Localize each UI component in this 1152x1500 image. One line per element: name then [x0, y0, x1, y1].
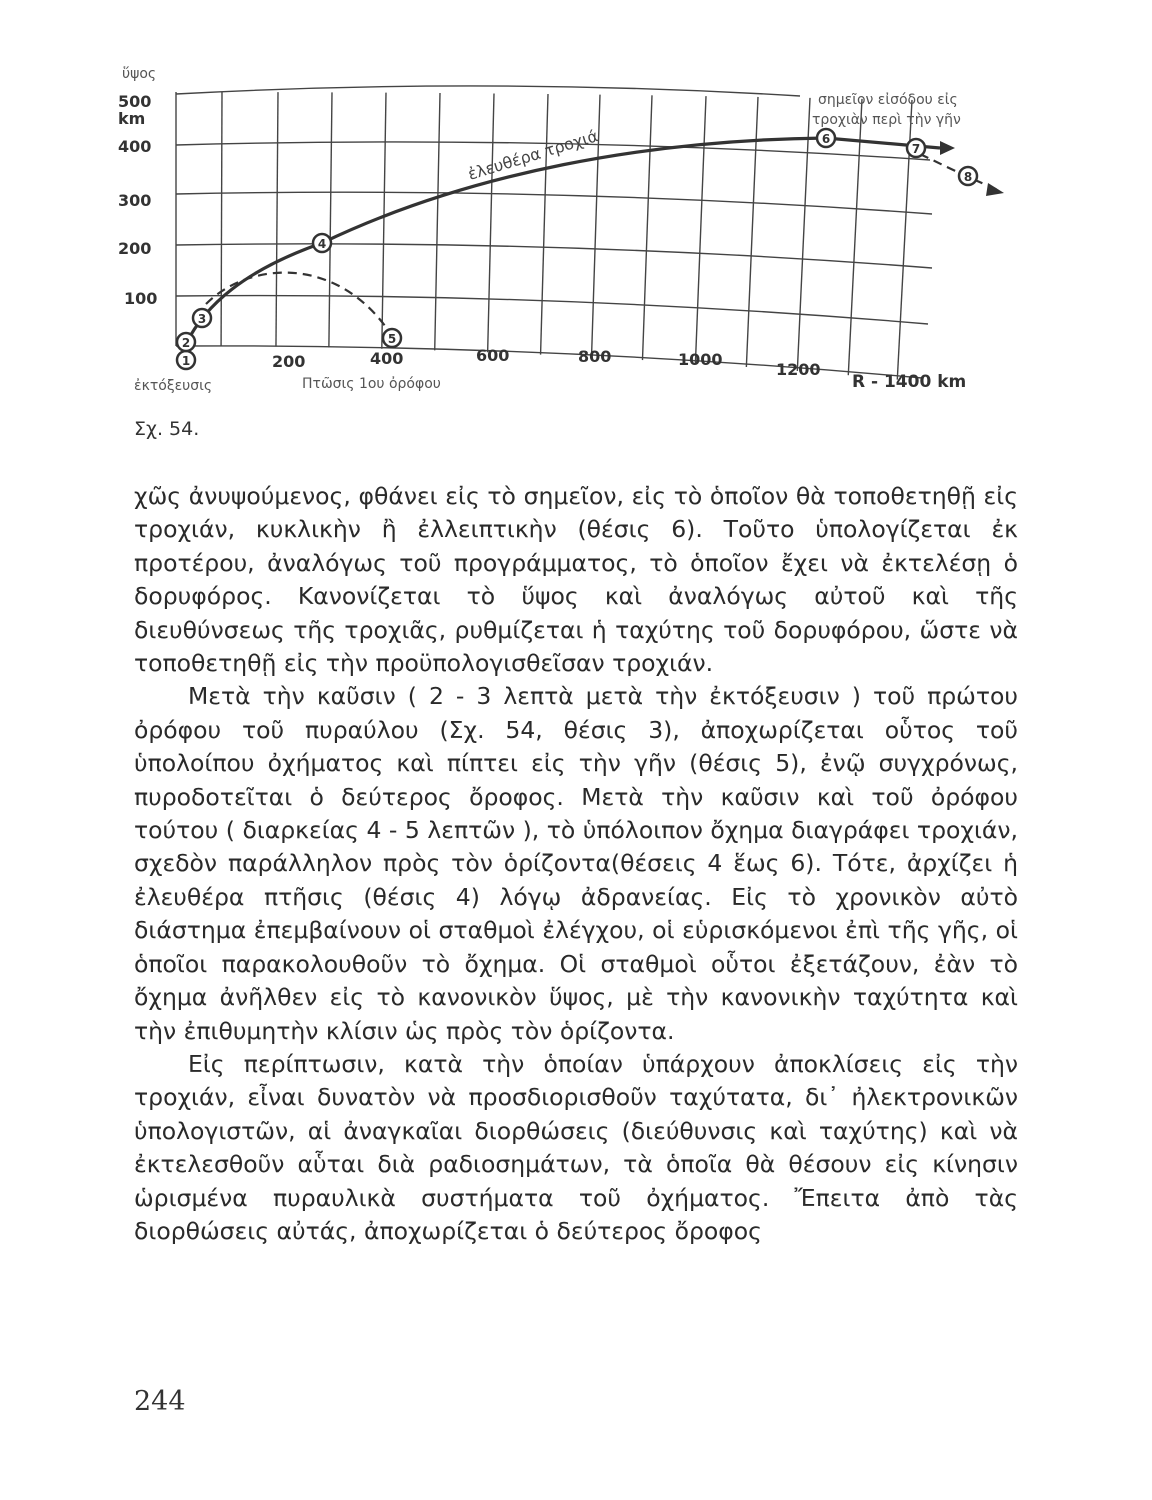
paragraph: Εἰς περίπτωσιν, κατὰ τὴν ὁποίαν ὑπάρχουν ἀποκλίσεις εἰς τὴν τροχιάν, εἶναι δυνατὸν νὰ προσδιορισθοῦν ταχύτατα, δι᾿ ἠλεκτρονικῶν ὑπολογιστῶν, αἱ ἀναγκαῖαι διορθώσεις (διεύθυνσις καὶ ταχύτης) καὶ νὰ ἐκτελεσθοῦν αὗται διὰ ραδιοσημάτων, τὰ ὁποῖα θὰ θέσουν εἰς κίνησιν ὡρισμένα πυραυλικὰ συστήματα τοῦ ὀχήματος. Ἔπειτα ἀπὸ τὰς διορθώσεις αὐτάς, ἀποχωρίζεται ὁ δεύτερος ὄροφος: [134, 1049, 1018, 1245]
grid-distance-line: [276, 92, 278, 346]
position-marker-4: [313, 234, 331, 252]
grid-distance-line: [488, 93, 494, 352]
body-text: [134, 480, 1018, 1248]
svg-text:2: 2: [181, 336, 191, 350]
position-marker-3: [193, 309, 211, 327]
y-tick-100: 100: [124, 289, 158, 308]
position-marker-5: [383, 329, 401, 347]
arrow-head-7: [940, 141, 955, 155]
svg-text:4: 4: [317, 237, 327, 251]
stage-fall-curve: [206, 273, 392, 336]
svg-text:6: 6: [821, 132, 831, 146]
x-tick-1200: 1200: [776, 360, 821, 379]
x-tick-800: 800: [578, 347, 612, 366]
grid-altitude-line: [176, 86, 800, 96]
position-marker-2: [177, 333, 195, 351]
figure-caption: Σχ. 54.: [134, 418, 200, 440]
position-marker-7: [907, 139, 925, 157]
grid-altitude-line: [176, 296, 928, 324]
fall-label: Πτῶσις 1ου ὀρόφου: [302, 376, 441, 392]
position-marker-1: [177, 351, 195, 369]
x-tick-200: 200: [272, 352, 306, 371]
orbit-entry-line2: τροχιὰν περὶ τὴν γῆν: [812, 112, 961, 128]
position-marker-8: [959, 167, 977, 185]
svg-text:5: 5: [387, 332, 397, 346]
grid-distance-line: [382, 93, 386, 349]
paragraph: Μετὰ τὴν καῦσιν ( 2 - 3 λεπτὰ μετὰ τὴν ἐκτόξευσιν ) τοῦ πρώτου ὀρόφου τοῦ πυραύλου (Σχ. 54, θέσις 3), ἀποχωρίζεται οὗτος τοῦ ὑπολοίπου ὀχήματος καὶ πίπτει εἰς τὴν γῆν (θέσις 5), ἐνῷ συγχρόνως, πυροδοτεῖται ὁ δεύτερος ὄροφος. Μετὰ τὴν καῦσιν καὶ τοῦ ὀρόφου τούτου ( διαρκείας 4 - 5 λεπτῶν ), τὸ ὑπόλοιπον ὄχημα διαγράφει τροχιάν, σχεδὸν παράλληλον πρὸς τὸν ὁρίζοντα(θέσεις 4 ἕως 6). Τότε, ἀρχίζει ἡ ἐλευθέρα πτῆσις (θέσις 4) λόγῳ ἀδρανείας. Εἰς τὸ χρονικὸν αὐτὸ διάστημα ἐπεμβαίνουν οἱ σταθμοὶ ἐλέγχου, οἱ εὑρισκόμενοι ἐπὶ τῆς γῆς, οἱ ὁποῖοι παρακολουθοῦν τὸ ὄχημα. Οἱ σταθμοὶ οὗτοι ἐξετάζουν, ἐὰν τὸ ὄχημα ἀνῆλθεν εἰς τὸ κανονικὸν ὕψος, μὲ τὴν κανονικὴν ταχύτητα καὶ τὴν ἐπιθυμητὴν κλίσιν ὡς πρὸς τὸν ὁρίζοντα.: [134, 682, 1018, 1045]
grid-altitude-line: [176, 192, 932, 214]
svg-text:8: 8: [963, 170, 973, 184]
svg-text:3: 3: [197, 312, 207, 326]
grid-distance-line: [746, 97, 758, 367]
grid-distance-line: [541, 94, 548, 355]
grid-distance-line: [221, 92, 222, 346]
arrow-head-8: [986, 183, 1004, 196]
orbit-entry-line1: σημεῖον εἰσόδου εἰς: [818, 92, 958, 108]
position-marker-6: [817, 129, 835, 147]
grid-distance-line: [329, 92, 332, 347]
svg-text:1: 1: [181, 354, 191, 368]
y-unit-km: km: [118, 109, 146, 128]
x-tick-600: 600: [476, 346, 510, 365]
y-axis-title: ὕψος: [122, 66, 157, 82]
paragraph-continued: χῶς ἀνυψούμενος, φθάνει εἰς τὸ σημεῖον, εἰς τὸ ὁποῖον θὰ τοποθετηθῇ εἰς τροχιάν, κυκλικὴν ἢ ἐλλειπτικὴν (θέσις 6). Τοῦτο ὑπολογίζεται ἐκ προτέρου, ἀναλόγως τοῦ προγράμματος, τὸ ὁποῖον ἔχει νὰ ἐκτελέσῃ ὁ δορυφόρος. Κανονίζεται τὸ ὕψος καὶ ἀναλόγως αὐτοῦ καὶ τῆς διευθύνσεως τῆς τροχιᾶς, ρυθμίζεται ἡ ταχύτης τοῦ δορυφόρου, ὥστε νὰ τοποθετηθῇ εἰς τὴν προϋπολογισθεῖσαν τροχιάν.: [134, 482, 1018, 678]
launch-label: ἐκτόξευσις: [134, 378, 213, 394]
main-trajectory: [186, 138, 940, 344]
y-tick-300: 300: [118, 191, 152, 210]
grid-distance-line: [695, 96, 706, 363]
x-tick-1000: 1000: [678, 350, 723, 369]
grid: [176, 86, 932, 380]
y-tick-400: 400: [118, 137, 152, 156]
x-tick-400: 400: [370, 349, 404, 368]
y-tick-500: 500: [118, 92, 152, 111]
grid-distance-line: [435, 93, 440, 350]
x-end-label: R - 1400 km: [852, 372, 967, 392]
page-number: 244: [134, 1386, 186, 1417]
grid-distance-line: [642, 95, 652, 360]
trajectory-figure: [0, 0, 1152, 415]
trajectory-label: ἐλευθέρα τροχιά: [465, 126, 601, 184]
svg-text:7: 7: [911, 142, 921, 156]
y-tick-200: 200: [118, 239, 152, 258]
